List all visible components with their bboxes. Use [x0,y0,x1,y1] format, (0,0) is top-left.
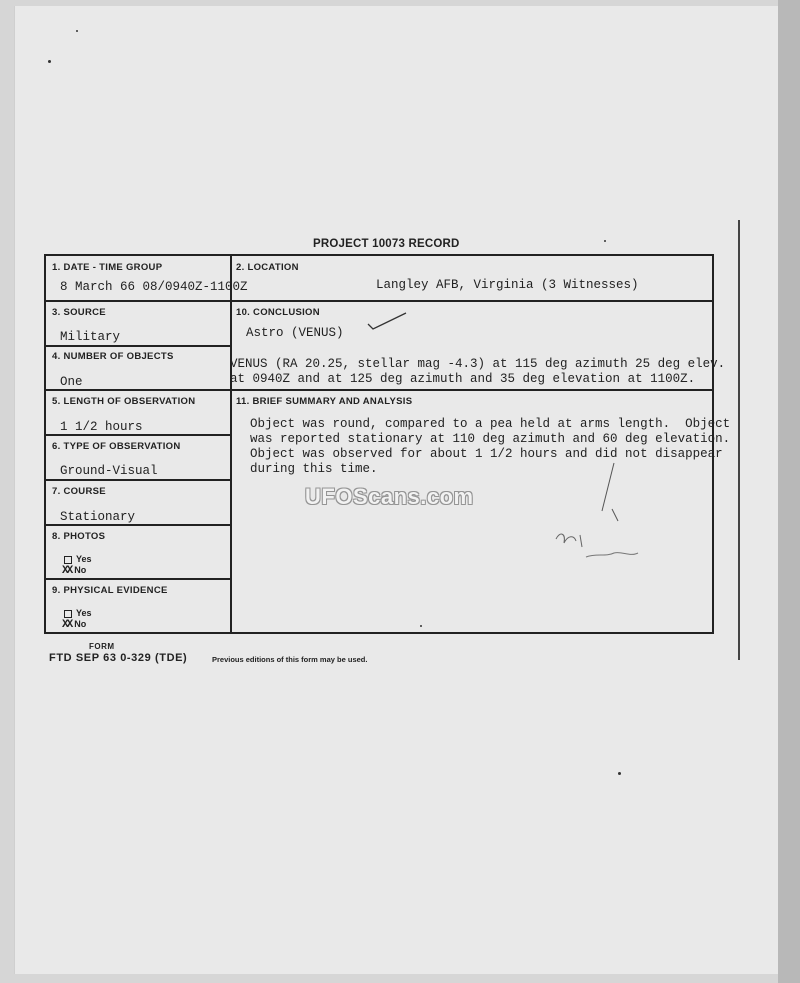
row-divider [46,389,712,391]
photos-yes: Yes [64,554,92,564]
summary-text [250,417,730,477]
scan-speck [76,30,78,32]
record-title: PROJECT 10073 RECORD [313,238,460,250]
conclusion-value: Astro (VENUS) [246,326,344,340]
column-divider [230,256,232,632]
conclusion-detail-line1: VENUS (RA 20.25, stellar mag -4.3) at 115 deg azimuth 25 deg elev. [230,357,726,371]
watermark: UFOScans.com [305,484,474,509]
source-label: 3. SOURCE [52,307,106,318]
checkbox-empty-icon [64,556,72,564]
date-time-label: 1. DATE - TIME GROUP [52,262,163,273]
source-value: Military [60,330,121,344]
evidence-no: XX No [62,619,87,631]
summary-line: Object was round, compared to a pea held at arms length. Object [250,417,731,431]
physical-evidence-label: 9. PHYSICAL EVIDENCE [52,585,168,596]
summary-line: Object was observed for about 1 1/2 hours and did not disappear [250,447,723,461]
row-divider [46,300,712,302]
row-divider [46,524,230,526]
checkbox-empty-icon [64,610,72,618]
number-of-objects-value: One [60,375,83,389]
x-mark-icon: XX [62,619,72,631]
scan-speck [604,240,606,242]
scan-speck [48,60,51,63]
conclusion-label: 10. CONCLUSION [236,307,320,318]
summary-line: during this time. [250,462,378,476]
footer-form-label: FORM [89,642,115,651]
scan-speck [618,772,621,775]
photos-no: XX No [62,565,87,577]
row-divider [46,578,230,580]
location-value: Langley AFB, Virginia (3 Witnesses) [376,278,639,292]
course-label: 7. COURSE [52,486,106,497]
type-of-observation-value: Ground-Visual [60,464,158,478]
photos-label: 8. PHOTOS [52,531,106,542]
summary-label: 11. BRIEF SUMMARY AND ANALYSIS [236,396,413,407]
evidence-yes: Yes [64,608,92,618]
row-divider [46,434,230,436]
scan-fold-line [738,220,740,660]
row-divider [46,479,230,481]
check-mark-icon [366,310,410,332]
row-divider [46,345,230,347]
handwritten-annotation [546,461,656,571]
scan-edge [778,0,800,983]
course-value: Stationary [60,510,136,524]
number-of-objects-label: 4. NUMBER OF OBJECTS [52,351,174,362]
footer-note: Previous editions of this form may be used. [212,655,368,664]
x-mark-icon: XX [62,565,72,577]
type-of-observation-label: 6. TYPE OF OBSERVATION [52,441,181,452]
length-of-observation-value: 1 1/2 hours [60,420,143,434]
footer-form-number: FTD SEP 63 0-329 (TDE) [49,652,188,664]
record-form [44,254,731,634]
length-of-observation-label: 5. LENGTH OF OBSERVATION [52,396,196,407]
conclusion-detail-line2: at 0940Z and at 125 deg azimuth and 35 deg elevation at 1100Z. [230,372,696,386]
location-label: 2. LOCATION [236,262,299,273]
summary-line: was reported stationary at 110 deg azimuth and 60 deg elevation. [250,432,731,446]
date-time-value: 8 March 66 08/0940Z-1100Z [60,280,248,294]
